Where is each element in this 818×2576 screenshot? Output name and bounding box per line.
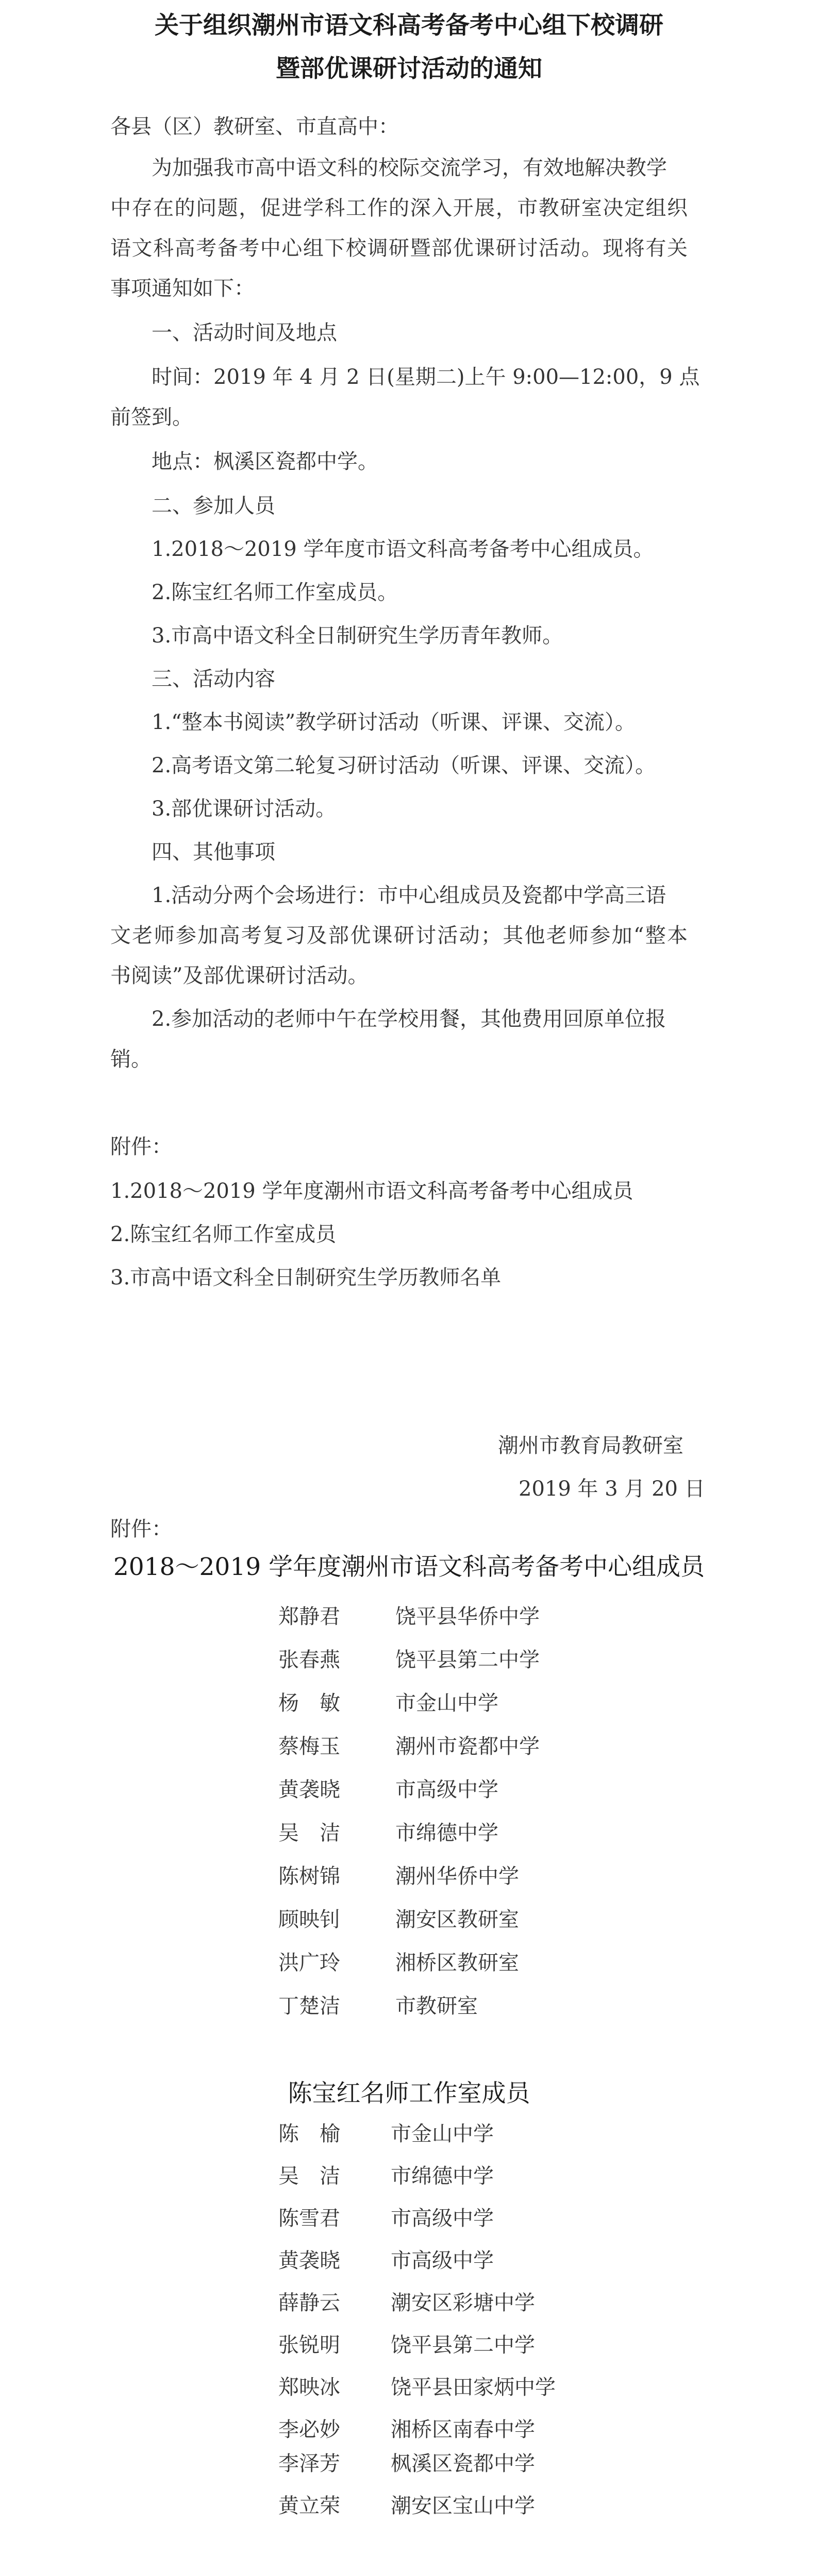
notice-title-line-1: 关于组织潮州市语文科高考备考中心组下校调研 bbox=[155, 11, 663, 40]
member-row bbox=[278, 1693, 340, 1714]
member-name: 陈 榆 bbox=[278, 2122, 340, 2146]
member-row bbox=[278, 2453, 340, 2474]
member-unit: 潮安区宝山中学 bbox=[391, 2494, 535, 2518]
member-unit: 市教研室 bbox=[395, 1994, 478, 2018]
member-unit: 湘桥区教研室 bbox=[395, 1951, 519, 1975]
time-line: 前签到。 bbox=[110, 405, 193, 429]
intro-line: 中存在的问题，促进学科工作的深入开展，市教研室决定组织 bbox=[110, 196, 688, 220]
attachment-item: 2.陈宝红名师工作室成员 bbox=[110, 1223, 337, 1246]
member-name: 陈雪君 bbox=[278, 2207, 340, 2230]
member-row bbox=[278, 1606, 340, 1627]
participant-item: 3.市高中语文科全日制研究生学历青年教师。 bbox=[152, 624, 563, 648]
other-item-line: 文老师参加高考复习及部优课研讨活动；其他老师参加“整本 bbox=[110, 924, 688, 947]
member-name: 吴 洁 bbox=[278, 2164, 340, 2188]
intro-line: 语文科高考备考中心组下校调研暨部优课研讨活动。现将有关 bbox=[110, 236, 688, 260]
member-unit: 潮安区教研室 bbox=[395, 1908, 519, 1931]
member-row bbox=[395, 1606, 540, 1627]
member-unit: 市金山中学 bbox=[395, 1691, 498, 1715]
participant-item: 1.2018～2019 学年度市语文科高考备考中心组成员。 bbox=[152, 537, 654, 561]
salutation: 各县（区）教研室、市直高中： bbox=[110, 115, 399, 139]
member-unit: 市高级中学 bbox=[391, 2249, 494, 2273]
member-row bbox=[278, 2166, 340, 2187]
member-unit: 潮州市瓷都中学 bbox=[395, 1735, 540, 1758]
other-item-line: 销。 bbox=[110, 1047, 152, 1071]
member-row bbox=[278, 1953, 340, 1973]
member-unit: 潮安区彩塘中学 bbox=[391, 2291, 535, 2315]
intro-line: 事项通知如下： bbox=[110, 277, 255, 300]
member-name: 洪广玲 bbox=[278, 1951, 340, 1975]
member-row bbox=[395, 1823, 498, 1843]
member-unit: 市绵德中学 bbox=[391, 2164, 494, 2188]
annex-label: 附件： bbox=[110, 1517, 172, 1541]
other-item-line: 2.参加活动的老师中午在学校用餐，其他费用回原单位报 bbox=[152, 1007, 666, 1031]
member-row bbox=[391, 2293, 535, 2313]
member-unit: 枫溪区瓷都中学 bbox=[391, 2452, 535, 2476]
issue-date: 2019 年 3 月 20 日 bbox=[519, 1477, 705, 1501]
other-item-line: 1.活动分两个会场进行：市中心组成员及瓷都中学高三语 bbox=[152, 884, 666, 907]
member-unit: 潮州华侨中学 bbox=[395, 1865, 519, 1888]
member-row bbox=[278, 2335, 340, 2355]
member-row bbox=[395, 1953, 519, 1973]
member-row bbox=[395, 1736, 540, 1757]
participant-item: 2.陈宝红名师工作室成员。 bbox=[152, 581, 398, 604]
member-name: 张春燕 bbox=[278, 1648, 340, 1672]
member-row bbox=[391, 2250, 494, 2271]
section-heading-other: 四、其他事项 bbox=[152, 840, 275, 864]
member-unit: 饶平县第二中学 bbox=[391, 2333, 535, 2357]
member-row bbox=[278, 1650, 340, 1670]
member-name: 郑映冰 bbox=[278, 2376, 340, 2399]
member-name: 顾映钊 bbox=[278, 1908, 340, 1931]
member-row bbox=[278, 2124, 340, 2144]
section-heading-time-place: 一、活动时间及地点 bbox=[152, 321, 337, 345]
member-name: 丁楚洁 bbox=[278, 1994, 340, 2018]
member-row bbox=[278, 2496, 340, 2516]
notice-title-line-2: 暨部优课研讨活动的通知 bbox=[276, 55, 542, 83]
member-name: 李泽芳 bbox=[278, 2452, 340, 2476]
member-row bbox=[391, 2208, 494, 2229]
member-row bbox=[395, 1780, 498, 1800]
member-row bbox=[278, 1996, 340, 2016]
member-row bbox=[278, 1866, 340, 1887]
section-heading-participants: 二、参加人员 bbox=[152, 494, 275, 518]
member-row bbox=[391, 2419, 535, 2440]
member-name: 黄袭晓 bbox=[278, 1778, 340, 1802]
member-name: 蔡梅玉 bbox=[278, 1735, 340, 1758]
member-row bbox=[278, 1909, 340, 1930]
member-unit: 市绵德中学 bbox=[395, 1821, 498, 1845]
member-row bbox=[395, 1866, 519, 1887]
intro-line: 为加强我市高中语文科的校际交流学习，有效地解决教学 bbox=[152, 156, 667, 180]
member-unit: 饶平县第二中学 bbox=[395, 1648, 540, 1672]
attachment-item: 1.2018～2019 学年度潮州市语文科高考备考中心组成员 bbox=[110, 1179, 633, 1203]
member-row bbox=[278, 2377, 340, 2398]
other-item-line: 书阅读”及部优课研讨活动。 bbox=[110, 964, 369, 988]
member-row bbox=[278, 1736, 340, 1757]
member-row bbox=[278, 2419, 340, 2440]
member-unit: 湘桥区南春中学 bbox=[391, 2418, 535, 2442]
group2-title: 陈宝红名师工作室成员 bbox=[288, 2079, 530, 2108]
content-item: 3.部优课研讨活动。 bbox=[152, 797, 337, 821]
member-name: 薛静云 bbox=[278, 2291, 340, 2315]
content-item: 2.高考语文第二轮复习研讨活动（听课、评课、交流）。 bbox=[152, 754, 656, 777]
place-line: 地点：枫溪区瓷都中学。 bbox=[152, 450, 378, 473]
member-row bbox=[391, 2166, 494, 2187]
member-row bbox=[395, 1650, 540, 1670]
member-row bbox=[391, 2124, 494, 2144]
content-item: 1.“整本书阅读”教学研讨活动（听课、评课、交流）。 bbox=[152, 710, 636, 734]
member-row bbox=[391, 2453, 535, 2474]
member-row bbox=[395, 1909, 519, 1930]
member-row bbox=[391, 2335, 535, 2355]
member-name: 郑静君 bbox=[278, 1605, 340, 1629]
member-unit: 饶平县田家炳中学 bbox=[391, 2376, 556, 2399]
member-name: 李必妙 bbox=[278, 2418, 340, 2442]
attachments-label: 附件： bbox=[110, 1135, 172, 1159]
member-unit: 市高级中学 bbox=[395, 1778, 498, 1802]
member-name: 张锐明 bbox=[278, 2333, 340, 2357]
member-row bbox=[278, 1780, 340, 1800]
section-heading-contents: 三、活动内容 bbox=[152, 667, 275, 691]
issuer: 潮州市教育局教研室 bbox=[498, 1434, 683, 1458]
member-name: 陈树锦 bbox=[278, 1865, 340, 1888]
member-row bbox=[278, 2208, 340, 2229]
member-row bbox=[395, 1693, 498, 1714]
member-unit: 市高级中学 bbox=[391, 2207, 494, 2230]
member-row bbox=[278, 2293, 340, 2313]
member-row bbox=[391, 2496, 535, 2516]
member-row bbox=[391, 2377, 556, 2398]
group1-title: 2018～2019 学年度潮州市语文科高考备考中心组成员 bbox=[113, 1553, 705, 1581]
member-row bbox=[278, 1823, 340, 1843]
attachment-item: 3.市高中语文科全日制研究生学历教师名单 bbox=[110, 1266, 502, 1290]
member-unit: 饶平县华侨中学 bbox=[395, 1605, 540, 1629]
member-unit: 市金山中学 bbox=[391, 2122, 494, 2146]
member-name: 吴 洁 bbox=[278, 1821, 340, 1845]
member-row bbox=[278, 2250, 340, 2271]
member-name: 黄立荣 bbox=[278, 2494, 340, 2518]
time-line: 时间：2019 年 4 月 2 日(星期二)上午 9:00—12:00，9 点 bbox=[152, 365, 700, 389]
member-name: 黄袭晓 bbox=[278, 2249, 340, 2273]
member-name: 杨 敏 bbox=[278, 1691, 340, 1715]
member-row bbox=[395, 1996, 478, 2016]
